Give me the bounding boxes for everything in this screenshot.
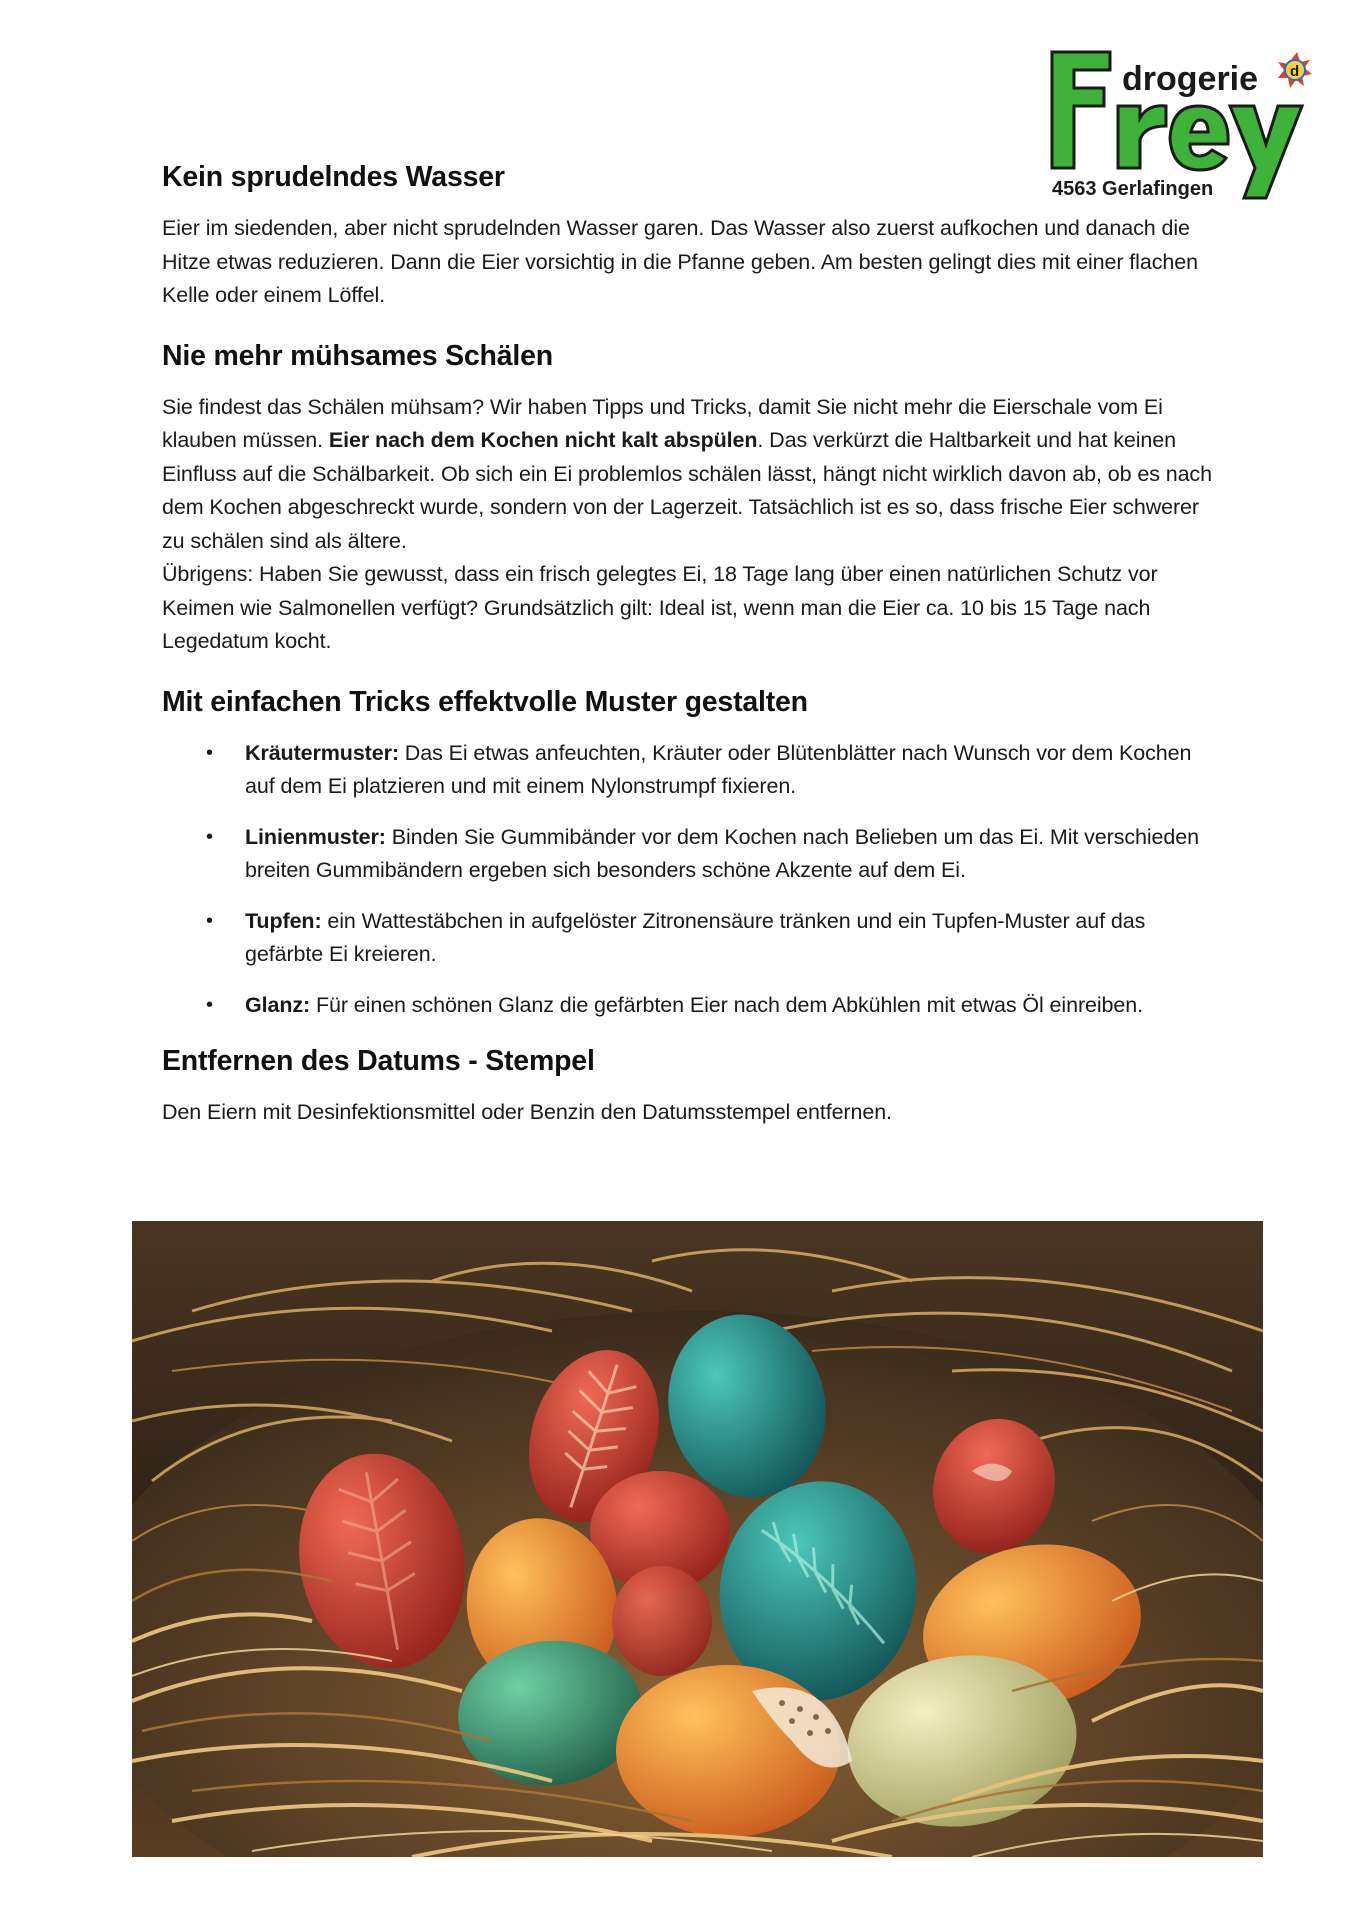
paragraph-bold-text: Eier nach dem Kochen nicht kalt abspülen [328, 428, 758, 452]
section-patterns [162, 685, 1212, 1023]
logo-letter-f [1052, 52, 1110, 168]
list-item [162, 821, 1212, 888]
logo-location-text: 4563 Gerlafingen [1052, 178, 1214, 200]
paragraph-text: Sie findest das Schälen mühsam? Wir haben Tipps und Tricks, damit Sie nicht mehr die Eierschale vom Ei klauben müssen. [162, 394, 1163, 452]
list-item-label: Linienmuster: [245, 824, 386, 849]
section-date-stamp [162, 1044, 1212, 1130]
bullet-icon: • [206, 825, 213, 848]
bullet-icon: • [206, 741, 213, 764]
pattern-tips-list [162, 737, 1212, 1023]
easter-eggs-nest-photo [132, 1221, 1263, 1857]
list-item [162, 737, 1212, 804]
section-paragraph [162, 391, 1212, 559]
section-heading: Entfernen des Datums - Stempel [162, 1045, 595, 1077]
paragraph-text: . Das verkürzt die Haltbarkeit und hat keinen Einfluss auf die Schälbarkeit. Ob sich ein Ei problemlos schälen lässt, hängt nicht wirklich davon ab, ob es nach dem Kochen abgeschreckt wurde, sondern von der Lagerzeit. Tatsächlich ist es so, dass frische Eier schwerer zu schälen sind als ältere. [162, 428, 1212, 553]
list-item-text: ein Wattestäbchen in aufgelöster Zitronensäure tränken und ein Tupfen-Muster auf das gefärbte Ei kreieren. [245, 908, 1146, 966]
list-item-label: Tupfen: [245, 908, 322, 933]
section-paragraph: Den Eiern mit Desinfektionsmittel oder Benzin den Datumsstempel entfernen. [162, 1100, 892, 1124]
list-item [162, 905, 1212, 972]
list-item [162, 989, 1212, 1023]
list-item-label: Kräutermuster: [245, 740, 399, 765]
logo-letter-r [1118, 106, 1166, 168]
easter-eggs-illustration [132, 1221, 1263, 1857]
section-peeling [162, 339, 1212, 659]
list-item-text: Das Ei etwas anfeuchten, Kräuter oder Blütenblätter nach Wunsch vor dem Kochen auf dem Ei platzieren und mit einem Nylonstrumpf fixieren. [245, 740, 1192, 798]
bullet-icon: • [206, 993, 213, 1016]
list-item-text: Für einen schönen Glanz die gefärbten Eier nach dem Abkühlen mit etwas Öl einreiben. [310, 992, 1143, 1017]
logo-badge-letter: d [1290, 63, 1300, 80]
list-item-text: Binden Sie Gummibänder vor dem Kochen nach Belieben um das Ei. Mit verschieden breiten Gummibändern ergeben sich besonders schöne Akzente auf dem Ei. [245, 824, 1199, 882]
logo-badge [1278, 52, 1312, 88]
section-heading: Nie mehr mühsames Schälen [162, 339, 553, 372]
section-heading: Kein sprudelndes Wasser [162, 161, 505, 193]
list-item-label: Glanz: [245, 992, 311, 1017]
logo-letter-y [1230, 106, 1302, 198]
logo-top-text: drogerie [1122, 60, 1259, 98]
article-content [162, 160, 1212, 1152]
section-heading: Mit einfachen Tricks effektvolle Muster gestalten [162, 685, 808, 718]
bullet-icon: • [206, 909, 213, 932]
egg-red-small [612, 1566, 712, 1676]
section-sparkling-water [162, 160, 1212, 313]
section-paragraph-note: Übrigens: Haben Sie gewusst, dass ein frisch gelegtes Ei, 18 Tage lang über einen natürlichen Schutz vor Keimen wie Salmonellen verfügt? Grundsätzlich gilt: Ideal ist, wenn man die Eier ca. 10 bis 15 Tage nach Legedatum kocht. [162, 562, 1158, 653]
section-paragraph: Eier im siedenden, aber nicht sprudelnden Wasser garen. Das Wasser also zuerst aufkochen und danach die Hitze etwas reduzieren. Dann die Eier vorsichtig in die Pfanne geben. Am besten gelingt dies mit einer flachen Kelle oder einem Löffel. [162, 216, 1198, 307]
